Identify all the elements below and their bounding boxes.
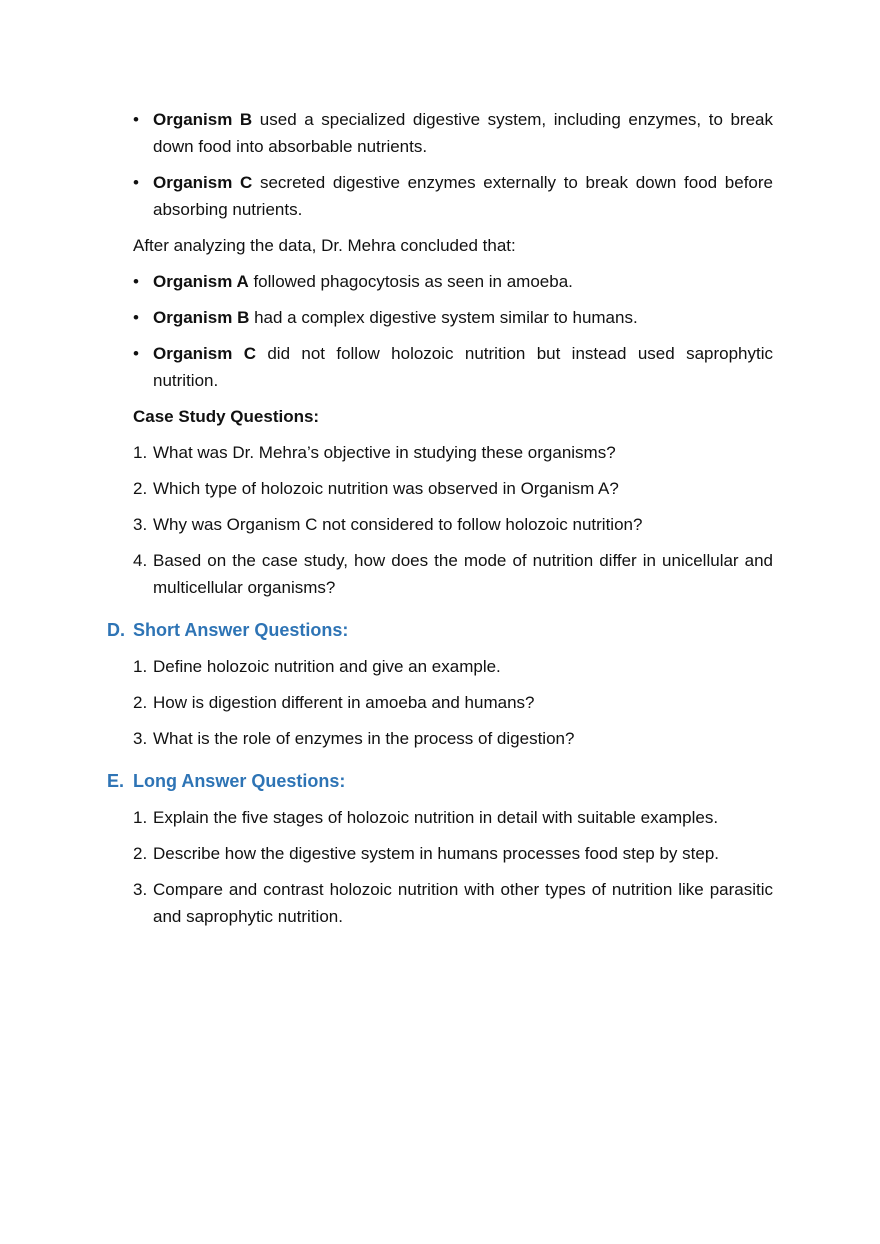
page-content xyxy=(107,106,773,930)
question-number: 3. xyxy=(133,515,148,534)
bullet-item xyxy=(133,169,773,223)
analysis-intro: After analyzing the data, Dr. Mehra concluded that: xyxy=(133,236,516,255)
question-text: What was Dr. Mehra’s objective in studying these organisms? xyxy=(153,443,616,462)
question-number: 2. xyxy=(133,479,148,498)
short-answer-question xyxy=(133,689,773,716)
bullet-item xyxy=(133,106,773,160)
case-study-question xyxy=(133,511,773,538)
case-study-question xyxy=(133,439,773,466)
question-number: 2. xyxy=(133,693,148,712)
question-number: 2. xyxy=(133,844,148,863)
case-study-question xyxy=(133,547,773,601)
bullet-text: secreted digestive enzymes externally to break down food before absorbing nutrients. xyxy=(153,173,773,219)
short-answer-question xyxy=(133,653,773,680)
bullet-marker: • xyxy=(133,272,139,291)
question-number: 4. xyxy=(133,551,148,570)
section-title: Short Answer Questions: xyxy=(133,620,349,640)
section-d-heading xyxy=(107,617,773,644)
section-title: Long Answer Questions: xyxy=(133,771,346,791)
organism-name: Organism C xyxy=(153,173,253,192)
bullet-text: had a complex digestive system similar to humans. xyxy=(249,308,638,327)
bullet-text: used a specialized digestive system, including enzymes, to break down food into absorbable nutrients. xyxy=(153,110,773,156)
question-text: Why was Organism C not considered to follow holozoic nutrition? xyxy=(153,515,643,534)
short-answer-question xyxy=(133,725,773,752)
question-text: Based on the case study, how does the mode of nutrition differ in unicellular and multicellular organisms? xyxy=(153,551,773,597)
question-number: 3. xyxy=(133,880,148,899)
question-text: Describe how the digestive system in humans processes food step by step. xyxy=(153,844,720,863)
bullet-marker: • xyxy=(133,110,139,129)
question-number: 1. xyxy=(133,808,148,827)
question-text: Explain the five stages of holozoic nutrition in detail with suitable examples. xyxy=(153,808,719,827)
bullet-text: followed phagocytosis as seen in amoeba. xyxy=(248,272,573,291)
question-number: 1. xyxy=(133,657,148,676)
long-answer-question xyxy=(133,840,773,867)
question-number: 1. xyxy=(133,443,148,462)
case-study-question xyxy=(133,475,773,502)
question-text: Compare and contrast holozoic nutrition with other types of nutrition like parasitic and saprophytic nutrition. xyxy=(153,880,773,926)
organism-name: Organism B xyxy=(153,110,253,129)
bullet-text: did not follow holozoic nutrition but instead used saprophytic nutrition. xyxy=(153,344,773,390)
long-answer-question xyxy=(133,876,773,930)
question-text: What is the role of enzymes in the process of digestion? xyxy=(153,729,575,748)
section-letter: D. xyxy=(107,620,125,640)
long-answer-question xyxy=(133,804,773,831)
bullet-marker: • xyxy=(133,173,139,192)
organism-name: Organism B xyxy=(153,308,250,327)
question-text: Which type of holozoic nutrition was observed in Organism A? xyxy=(153,479,619,498)
question-number: 3. xyxy=(133,729,148,748)
case-study-heading: Case Study Questions: xyxy=(133,407,320,426)
bullet-item xyxy=(133,340,773,394)
bullet-item xyxy=(133,304,773,331)
organism-name: Organism A xyxy=(153,272,249,291)
question-text: How is digestion different in amoeba and humans? xyxy=(153,693,535,712)
section-e-heading xyxy=(107,768,773,795)
question-text: Define holozoic nutrition and give an example. xyxy=(153,657,501,676)
bullet-marker: • xyxy=(133,308,139,327)
section-letter: E. xyxy=(107,771,125,791)
organism-name: Organism C xyxy=(153,344,256,363)
bullet-marker: • xyxy=(133,344,139,363)
bullet-item xyxy=(133,268,773,295)
